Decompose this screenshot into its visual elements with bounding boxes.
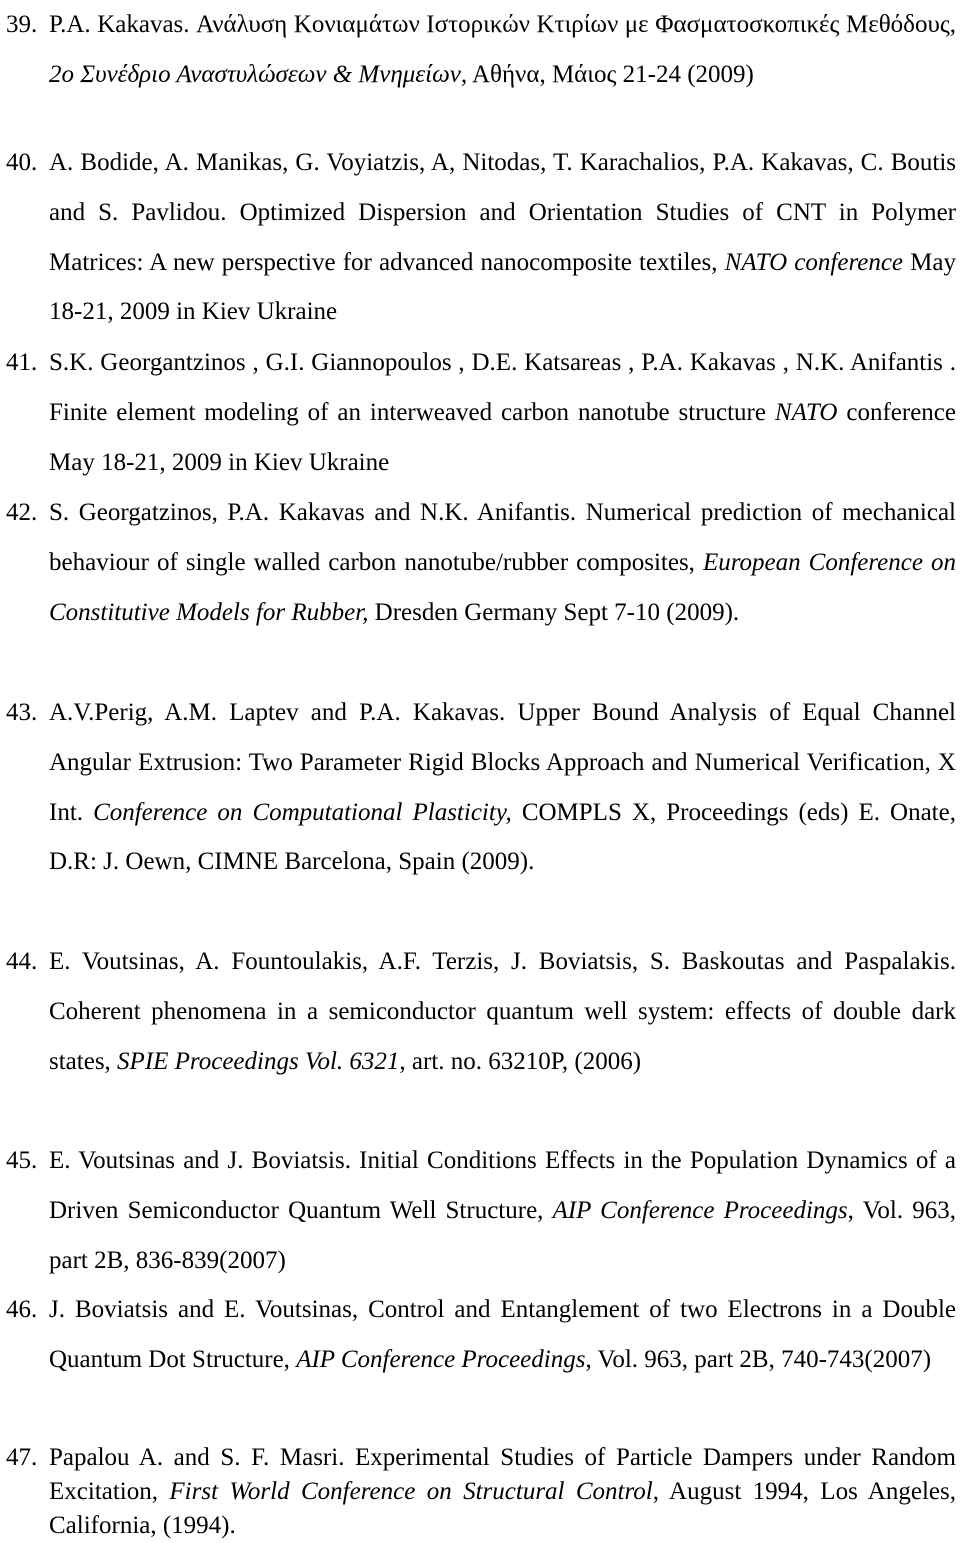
reference-segment: , art. no. 63210P, (2006) (399, 1047, 642, 1075)
reference-item-40 (6, 138, 956, 337)
reference-segment-italic: AIP Conference Proceedings (296, 1345, 586, 1373)
reference-segment: Dresden Germany Sept 7-10 (2009). (368, 598, 740, 626)
reference-number: 39. (6, 11, 38, 38)
reference-number: 44. (6, 948, 38, 975)
reference-text (49, 1285, 956, 1385)
reference-segment-italic: AIP Conference Proceedings (552, 1196, 848, 1224)
reference-text (49, 937, 956, 1086)
reference-item-45 (6, 1136, 956, 1285)
reference-text (49, 1136, 956, 1285)
reference-segment-italic: NATO conference (724, 248, 904, 276)
reference-segment: Αθήνα, Μάιος 21-24 (2009) (467, 60, 754, 88)
reference-segment-italic: 2ο Συνέδριο Αναστυλώσεων & Μνημείων, (49, 60, 468, 88)
reference-text (49, 0, 956, 100)
reference-segment: J. Boviatsis and E. Voutsinas, Control and Entanglement of two Electrons in a Double Quantum Dot Structure, (49, 1296, 956, 1373)
reference-item-42 (6, 488, 956, 637)
reference-item-39 (6, 0, 956, 100)
reference-item-47 (6, 1441, 956, 1543)
reference-text (49, 488, 956, 637)
reference-number: 41. (6, 349, 38, 376)
reference-segment: S.K. Georgantzinos , G.I. Giannopoulos , D.E. Katsareas , P.A. Kakavas , N.K. Anifantis . Finite element modeling of an interweaved carbon nanotube structure (49, 349, 956, 426)
reference-item-41 (6, 338, 956, 487)
reference-item-43 (6, 688, 956, 887)
reference-segment: Papalou A. and S. F. Masri. Experimental Studies of Particle Dampers under Random Excitation, (49, 1444, 956, 1505)
reference-number: 42. (6, 499, 38, 526)
reference-segment: COMPLS X, Proceedings (eds) E. Onate, D.R: J. Oewn, CIMNE Barcelona, Spain (2009). (49, 798, 956, 876)
reference-item-46 (6, 1285, 956, 1385)
reference-text (49, 338, 956, 487)
reference-segment: May 18-21, 2009 in Kiev Ukraine (49, 248, 956, 326)
reference-number: 46. (6, 1296, 38, 1323)
reference-segment: conference May 18-21, 2009 in Kiev Ukraine (49, 398, 956, 476)
reference-number: 43. (6, 699, 38, 726)
reference-segment-italic: European Conference on Constitutive Models for Rubber, (49, 548, 956, 626)
reference-segment: E. Voutsinas and J. Boviatsis. Initial Conditions Effects in the Population Dynamics of a Driven Semiconductor Quantum Well Structure, (49, 1147, 956, 1224)
reference-segment: , Vol. 963, part 2B, 740-743(2007) (585, 1345, 932, 1373)
reference-segment-italic: NATO (774, 398, 838, 426)
reference-segment: , Vol. 963, part 2B, 836-839(2007) (49, 1196, 957, 1274)
reference-number: 47. (6, 1444, 38, 1471)
reference-segment: A. Bodide, A. Manikas, G. Voyiatzis, A, Nitodas, T. Karachalios, P.A. Kakavas, C. Boutis and S. Pavlidou. Optimized Dispersion and Orientation Studies of CNT in Polymer Matrices: A new perspective for advanced nanocomposite textiles, (49, 149, 956, 276)
reference-segment: P.A. Kakavas. Ανάλυση Κονιαμάτων Ιστορικών Κτιρίων με Φασματοσκοπικές Μεθόδους, (49, 11, 956, 38)
reference-segment-italic: First World Conference on Structural Control (169, 1478, 653, 1505)
reference-segment: A.V.Perig, A.M. Laptev and P.A. Kakavas. Upper Bound Analysis of Equal Channel Angular Extrusion: Two Parameter Rigid Blocks Approach and Numerical Verification, X Int. (49, 699, 956, 826)
reference-segment: E. Voutsinas, A. Fountoulakis, A.F. Terzis, J. Boviatsis, S. Baskoutas and Paspalakis. Coherent phenomena in a semiconductor quantum well system: effects of double dark states, (49, 948, 956, 1075)
reference-text (49, 1441, 956, 1543)
reference-segment-italic: SPIE Proceedings Vol. 6321 (117, 1047, 400, 1075)
reference-item-44 (6, 937, 956, 1086)
reference-segment: S. Georgatzinos, P.A. Kakavas and N.K. Anifantis. Numerical prediction of mechanical behaviour of single walled carbon nanotube/rubber composites, (49, 499, 956, 576)
reference-text (49, 138, 956, 337)
reference-number: 45. (6, 1147, 38, 1174)
reference-segment-italic: Conference on Computational Plasticity, (93, 798, 512, 826)
reference-number: 40. (6, 149, 38, 176)
reference-segment: , August 1994, Los Angeles, California, (1994). (49, 1478, 956, 1539)
reference-text (49, 688, 956, 887)
